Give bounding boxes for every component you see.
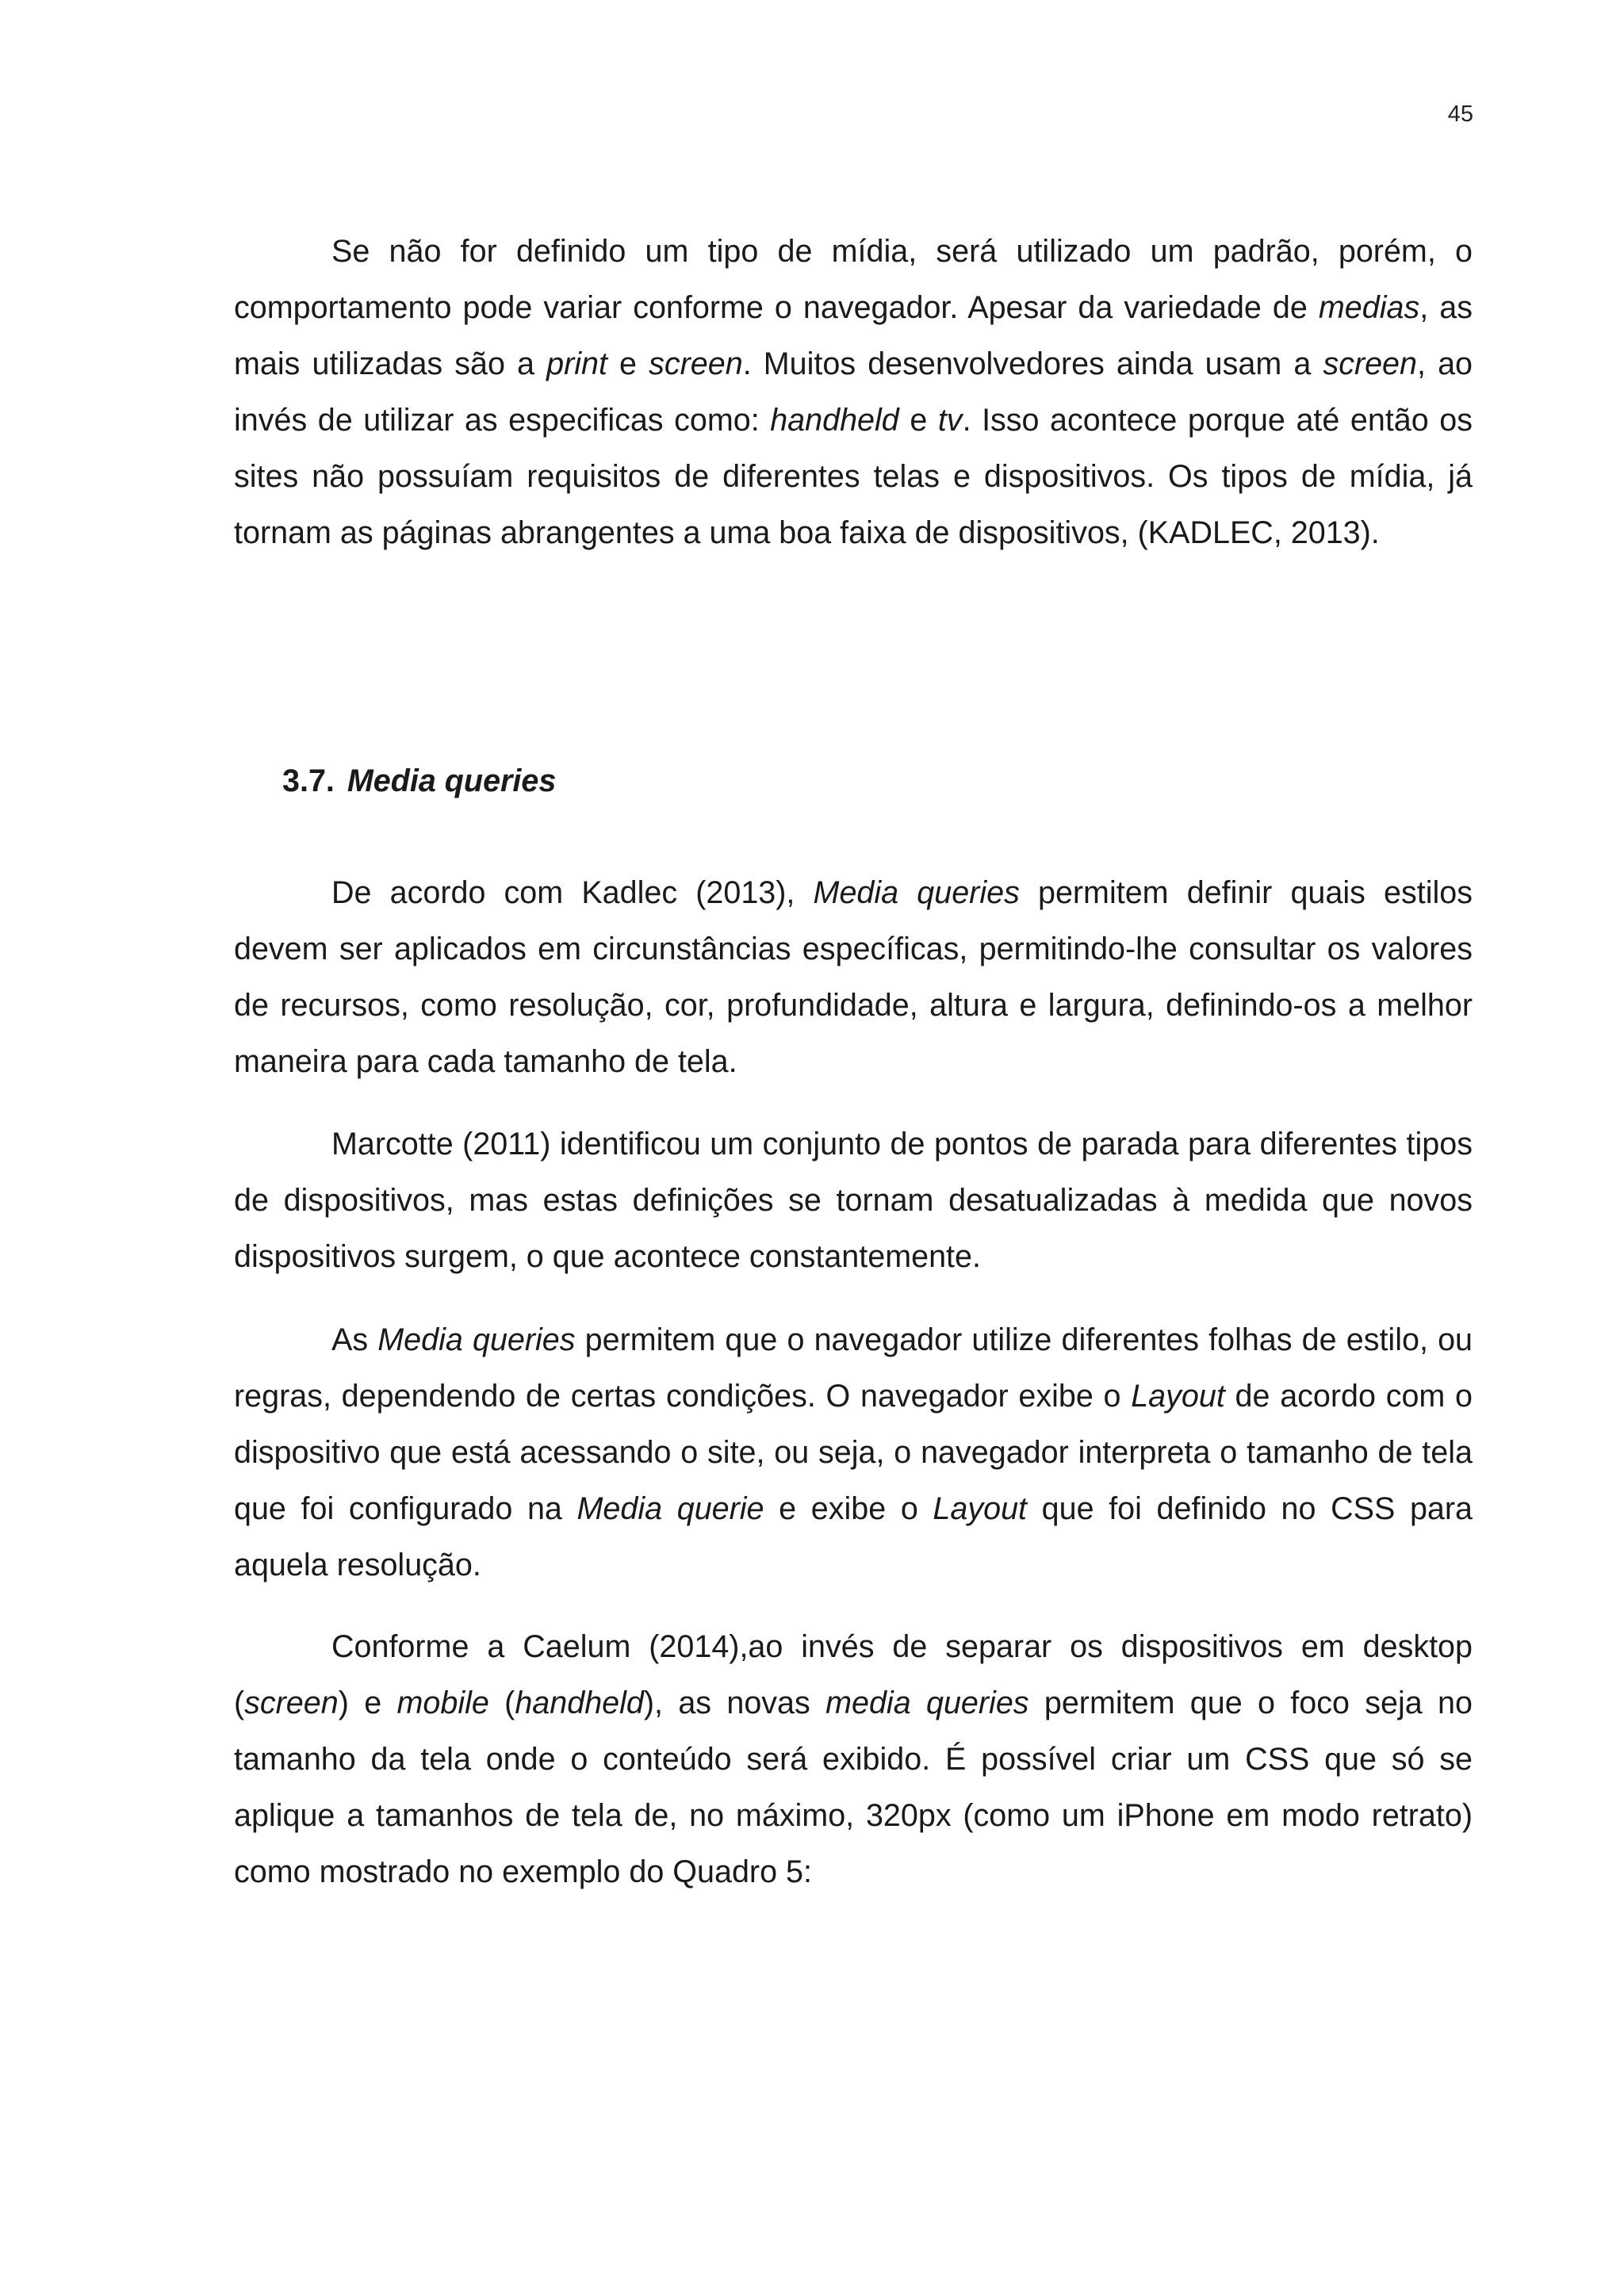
italic-run: Layout bbox=[1131, 1379, 1225, 1414]
text-run: Conforme a Caelum (2014),ao invés de separar os dispositivos em desktop ( bbox=[234, 1629, 1473, 1720]
section-number: 3.7. bbox=[282, 763, 335, 798]
italic-run: screen bbox=[244, 1686, 339, 1720]
italic-run: medias bbox=[1318, 290, 1420, 325]
text-run: ( bbox=[488, 1686, 515, 1720]
text-run: que foi definido no CSS para aquela resolução. bbox=[234, 1491, 1473, 1582]
section-heading bbox=[282, 757, 556, 805]
italic-run: Media querie bbox=[576, 1491, 764, 1526]
text-run: . Isso acontece porque até então os sites não possuíam requisitos de diferentes telas e dispositivos. Os tipos de mídia, já tornam as páginas abrangentes a uma boa faixa de dispositivos, (KADLEC, 2013). bbox=[234, 403, 1473, 550]
text-run: , ao invés de utilizar as especificas como: bbox=[234, 346, 1473, 438]
section-title: Media queries bbox=[347, 763, 557, 798]
paragraph-media-types bbox=[234, 224, 1473, 561]
text-run: permitem definir quais estilos devem ser aplicados em circunstâncias específicas, permitindo-lhe consultar os valores de recursos, como resolução, cor, profundidade, altura e largura, definindo-os a melhor maneira para cada tamanho de tela. bbox=[234, 875, 1473, 1079]
text-run: e bbox=[898, 403, 938, 438]
text-run: ) e bbox=[338, 1686, 397, 1720]
text-run: . Muitos desenvolvedores ainda usam a bbox=[742, 346, 1323, 381]
text-run: Se não for definido um tipo de mídia, será utilizado um padrão, porém, o comportamento pode variar conforme o navegador. Apesar da variedade de bbox=[234, 234, 1473, 325]
paragraph-caelum bbox=[234, 1619, 1473, 1900]
text-run: permitem que o navegador utilize diferentes folhas de estilo, ou regras, dependendo de certas condições. O navegador exibe o bbox=[234, 1322, 1473, 1414]
paragraph-kadlec bbox=[234, 865, 1473, 1090]
text-run: ), as novas bbox=[643, 1686, 826, 1720]
text-run: e bbox=[607, 346, 649, 381]
italic-run: screen bbox=[1323, 346, 1417, 381]
italic-run: handheld bbox=[770, 403, 899, 438]
italic-run: Media queries bbox=[377, 1322, 576, 1357]
paragraph-marcotte bbox=[234, 1116, 1473, 1285]
text-run: de acordo com o dispositivo que está acessando o site, ou seja, o navegador interpreta o tamanho de tela que foi configurado na bbox=[234, 1379, 1473, 1526]
italic-run: screen bbox=[649, 346, 743, 381]
text-run: e exibe o bbox=[764, 1491, 933, 1526]
text-run: , as mais utilizadas são a bbox=[234, 290, 1473, 381]
italic-run: tv bbox=[937, 403, 963, 438]
italic-run: Media queries bbox=[813, 875, 1020, 910]
paragraph-media-queries-navigator bbox=[234, 1312, 1473, 1594]
text-run: As bbox=[331, 1322, 378, 1357]
italic-run: print bbox=[546, 346, 607, 381]
italic-run: mobile bbox=[396, 1686, 489, 1720]
text-run: De acordo com Kadlec (2013), bbox=[331, 875, 814, 910]
text-run: permitem que o foco seja no tamanho da tela onde o conteúdo será exibido. É possível criar um CSS que só se aplique a tamanhos de tela de, no máximo, 320px (como um iPhone em modo retrato) como mostrado no exemplo do Quadro 5: bbox=[234, 1686, 1473, 1889]
page-number: 45 bbox=[1447, 101, 1473, 127]
italic-run: handheld bbox=[515, 1686, 644, 1720]
italic-run: Layout bbox=[933, 1491, 1028, 1526]
text-run: Marcotte (2011) identificou um conjunto de pontos de parada para diferentes tipos de dispositivos, mas estas definições se tornam desatualizadas à medida que novos dispositivos surgem, o que acontece constantemente. bbox=[234, 1127, 1473, 1274]
italic-run: media queries bbox=[825, 1686, 1029, 1720]
